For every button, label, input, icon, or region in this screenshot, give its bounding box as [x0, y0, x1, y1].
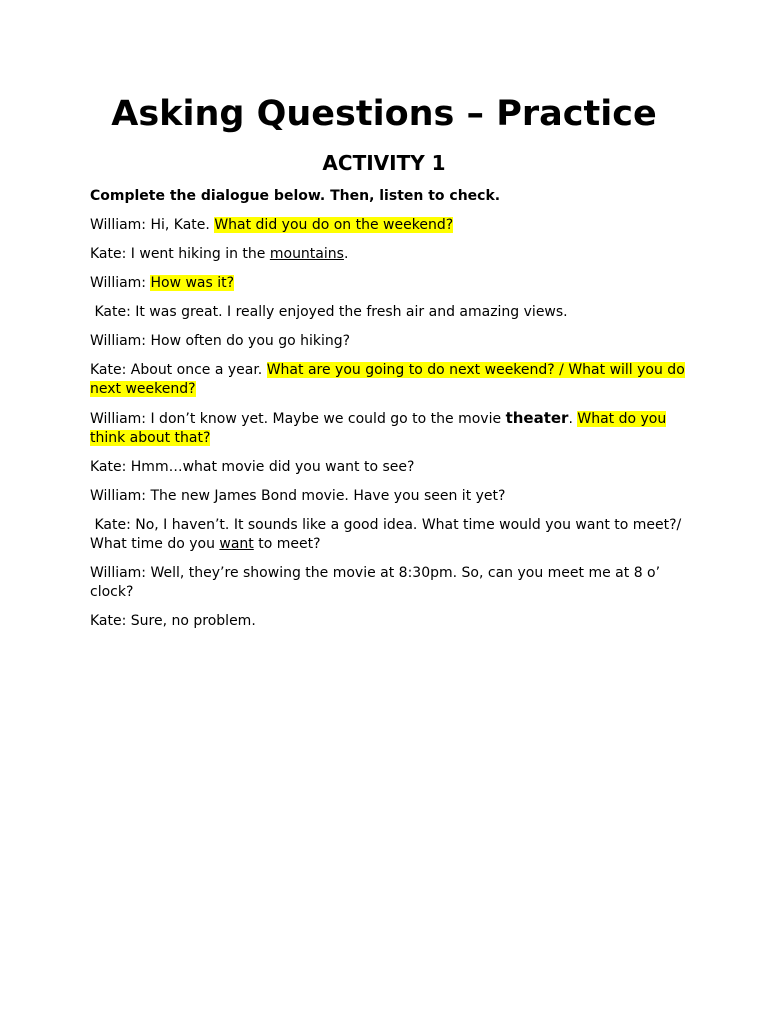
highlighted-answer: What did you do on the weekend?	[214, 217, 454, 233]
dialogue-line	[90, 564, 690, 602]
dialogue-line	[90, 458, 690, 477]
page-title: Asking Questions – Practice	[111, 94, 657, 134]
line-segment: Kate: About once a year.	[90, 362, 267, 378]
line-segment: William: How often do you go hiking?	[90, 333, 351, 349]
activity-heading: ACTIVITY 1	[322, 151, 446, 175]
line-segment: William: Hi, Kate.	[90, 217, 215, 233]
line-segment: Kate: It was great. I really enjoyed the fresh air and amazing views.	[90, 304, 568, 320]
line-segment: Kate: No, I haven’t. It sounds like a good idea. What time would you want to meet?/ What time do you	[90, 517, 682, 552]
highlighted-answer: How was it?	[150, 275, 235, 291]
highlighted-answer: What are you going to do next weekend? / What will you do next weekend?	[90, 362, 685, 397]
dialogue-line	[90, 332, 690, 351]
dialogue-body	[90, 187, 690, 641]
dialogue-line	[90, 409, 690, 448]
bold-word: theater	[505, 409, 569, 427]
line-segment: Kate: Hmm…what movie did you want to see?	[90, 459, 415, 475]
line-segment: to meet?	[253, 536, 321, 552]
instruction-text: Complete the dialogue below. Then, listen to check.	[90, 188, 501, 204]
underlined-word: want	[219, 536, 254, 552]
line-segment: William:	[90, 275, 151, 291]
line-segment: William: I don’t know yet. Maybe we could go to the movie	[90, 411, 506, 427]
line-segment: .	[343, 246, 349, 262]
line-segment: .	[568, 411, 578, 427]
dialogue-line	[90, 245, 690, 264]
dialogue-line	[90, 303, 690, 322]
line-segment: William: The new James Bond movie. Have you seen it yet?	[90, 488, 506, 504]
line-segment: Kate: I went hiking in the	[90, 246, 270, 262]
dialogue-line	[90, 274, 690, 293]
dialogue-line	[90, 361, 690, 399]
line-segment: Kate: Sure, no problem.	[90, 613, 256, 629]
underlined-word: mountains	[269, 246, 344, 262]
dialogue-line	[90, 216, 690, 235]
line-segment: William: Well, they’re showing the movie at 8:30pm. So, can you meet me at 8 o’ clock?	[90, 565, 661, 600]
dialogue-line	[90, 487, 690, 506]
dialogue-line	[90, 516, 690, 554]
dialogue-line	[90, 612, 690, 631]
highlighted-answer: What do you think about that?	[90, 411, 667, 446]
